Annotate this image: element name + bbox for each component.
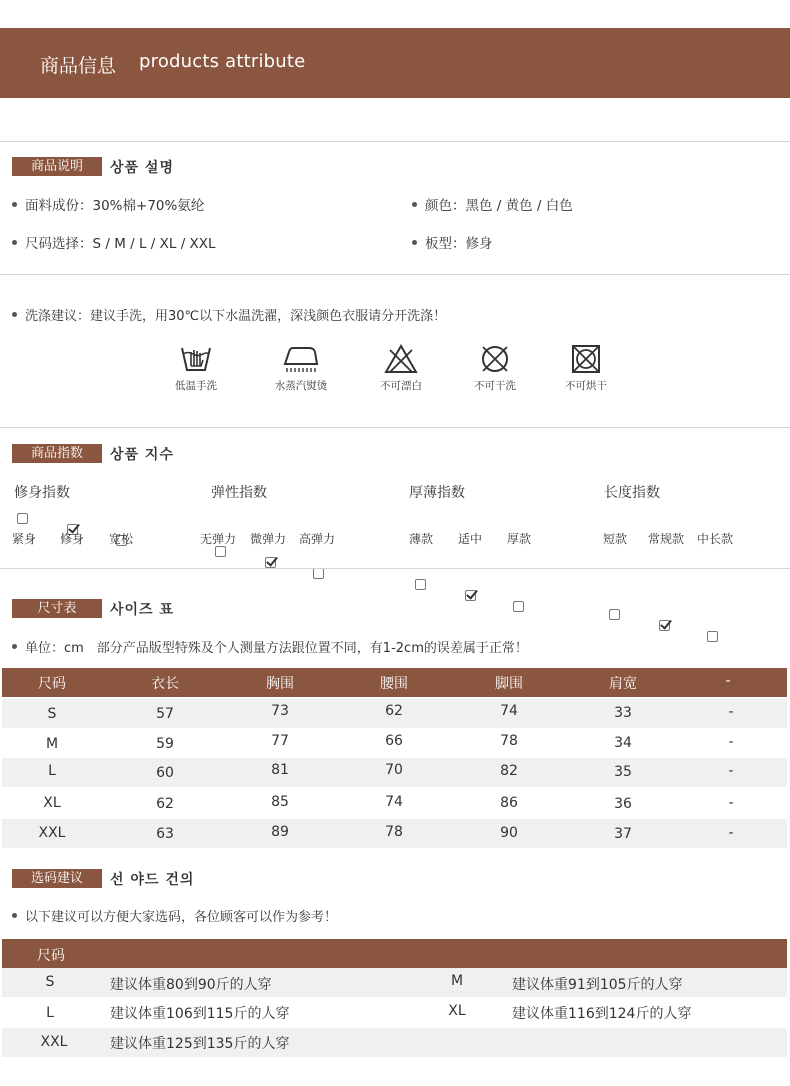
desc-item-sizes: 尺码选择：S / M / L / XL / XXL [12, 232, 216, 252]
column-header: - [725, 673, 731, 689]
option-label: 修身 [60, 532, 85, 546]
option-label: 厚款 [507, 532, 532, 546]
checkbox-tight[interactable] [17, 513, 28, 524]
hand-wash-icon [179, 344, 213, 374]
column-header: 肩宽 [609, 676, 637, 692]
checkbox-slight-elastic[interactable] [265, 557, 276, 568]
top-banner [0, 28, 790, 98]
table-row: XXL 63 89 78 90 37 - [2, 819, 787, 848]
checkbox-thin[interactable] [415, 579, 426, 590]
index-elastic-title: 弹性指数 [211, 485, 267, 501]
no-tumble-dry-icon [569, 344, 603, 374]
index-fit-title: 修身指数 [14, 485, 70, 501]
size-note: 单位：cm 部分产品版型特殊及个人测量方法跟位置不同，有1-2cm的误差属于正常！ [12, 637, 528, 656]
option-label: 微弹力 [250, 532, 287, 546]
index-thickness-title: 厚薄指数 [409, 485, 465, 501]
care-label: 水蒸汽熨烫 [274, 380, 328, 392]
column-header: 胸围 [266, 676, 294, 692]
desc-item-fit: 板型：修身 [412, 232, 493, 252]
advice-tag: 选码建议 [12, 869, 102, 888]
banner-title-cn: 商品信息 [40, 55, 117, 77]
size-tag: 尺寸表 [12, 599, 102, 618]
column-header: 衣长 [151, 676, 179, 692]
desc-item-material: 面料成份：30%棉+70%氨纶 [12, 194, 204, 214]
advice-table-header [2, 939, 787, 968]
table-row: S 建议体重80到90斤的人穿 M 建议体重91到105斤的人穿 [2, 968, 787, 997]
desc-tag-ko: 상품 설명 [110, 160, 174, 176]
table-row: XXL 建议体重125到135斤的人穿 [2, 1028, 787, 1057]
divider [0, 274, 790, 275]
checkbox-regular[interactable] [659, 620, 670, 631]
option-label: 紧身 [12, 532, 37, 546]
care-no-tumble-dry [541, 344, 631, 393]
option-label: 宽松 [109, 532, 134, 546]
care-hand-wash [151, 344, 241, 393]
checkbox-thick[interactable] [513, 601, 524, 612]
care-label: 不可烘干 [565, 380, 607, 392]
checkbox-short[interactable] [609, 609, 620, 620]
table-row: M 59 77 66 78 34 - [45, 733, 734, 752]
column-header: 尺码 [37, 948, 65, 964]
care-no-bleach [356, 344, 446, 393]
table-row: S 57 73 62 74 33 - [2, 699, 787, 728]
care-label: 不可漂白 [380, 380, 422, 392]
advice-tag-ko: 선 야드 건의 [110, 872, 195, 888]
care-label: 不可干洗 [474, 380, 516, 392]
advice-note: 以下建议可以方便大家选码，各位顾客可以作为参考！ [12, 906, 337, 925]
index-length-title: 长度指数 [604, 485, 660, 501]
table-row: L 建议体重106到115斤的人穿 XL 建议体重116到124斤的人穿 [46, 1003, 692, 1022]
checkbox-medium[interactable] [465, 590, 476, 601]
table-row: XL 62 85 74 86 36 - [43, 794, 734, 812]
desc-tag: 商品说明 [12, 157, 102, 176]
option-label: 无弹力 [200, 532, 237, 546]
size-table-header [2, 668, 787, 697]
banner-title-en: products attribute [139, 51, 306, 72]
checkbox-high-elastic[interactable] [313, 568, 324, 579]
care-label: 低温手洗 [175, 380, 217, 392]
steam-iron-icon [281, 344, 321, 374]
desc-item-color: 颜色：黑色 / 黄色 / 白色 [412, 194, 573, 214]
option-label: 薄款 [409, 532, 434, 546]
divider [0, 568, 790, 569]
care-advice: 洗涤建议：建议手洗，用30℃以下水温洗濯，深浅颜色衣服请分开洗涤！ [12, 305, 446, 324]
index-tag-ko: 상품 지수 [110, 447, 174, 463]
option-label: 适中 [458, 532, 483, 546]
option-label: 常规款 [648, 532, 685, 546]
option-label: 高弹力 [299, 532, 336, 546]
size-tag-ko: 사이즈 표 [110, 602, 174, 618]
table-row: L 60 81 70 82 35 - [2, 758, 787, 787]
care-no-dry-clean [450, 344, 540, 393]
no-dry-clean-icon [478, 344, 512, 374]
care-steam-iron [256, 344, 346, 393]
index-tag: 商品指数 [12, 444, 102, 463]
divider [0, 141, 790, 142]
checkbox-mid-long[interactable] [707, 631, 718, 642]
checkbox-no-elastic[interactable] [215, 546, 226, 557]
no-bleach-icon [384, 344, 418, 374]
divider [0, 427, 790, 428]
column-header: 脚围 [495, 676, 523, 692]
column-header: 尺码 [38, 676, 66, 692]
option-label: 短款 [603, 532, 628, 546]
option-label: 中长款 [697, 532, 734, 546]
column-header: 腰围 [380, 676, 408, 692]
